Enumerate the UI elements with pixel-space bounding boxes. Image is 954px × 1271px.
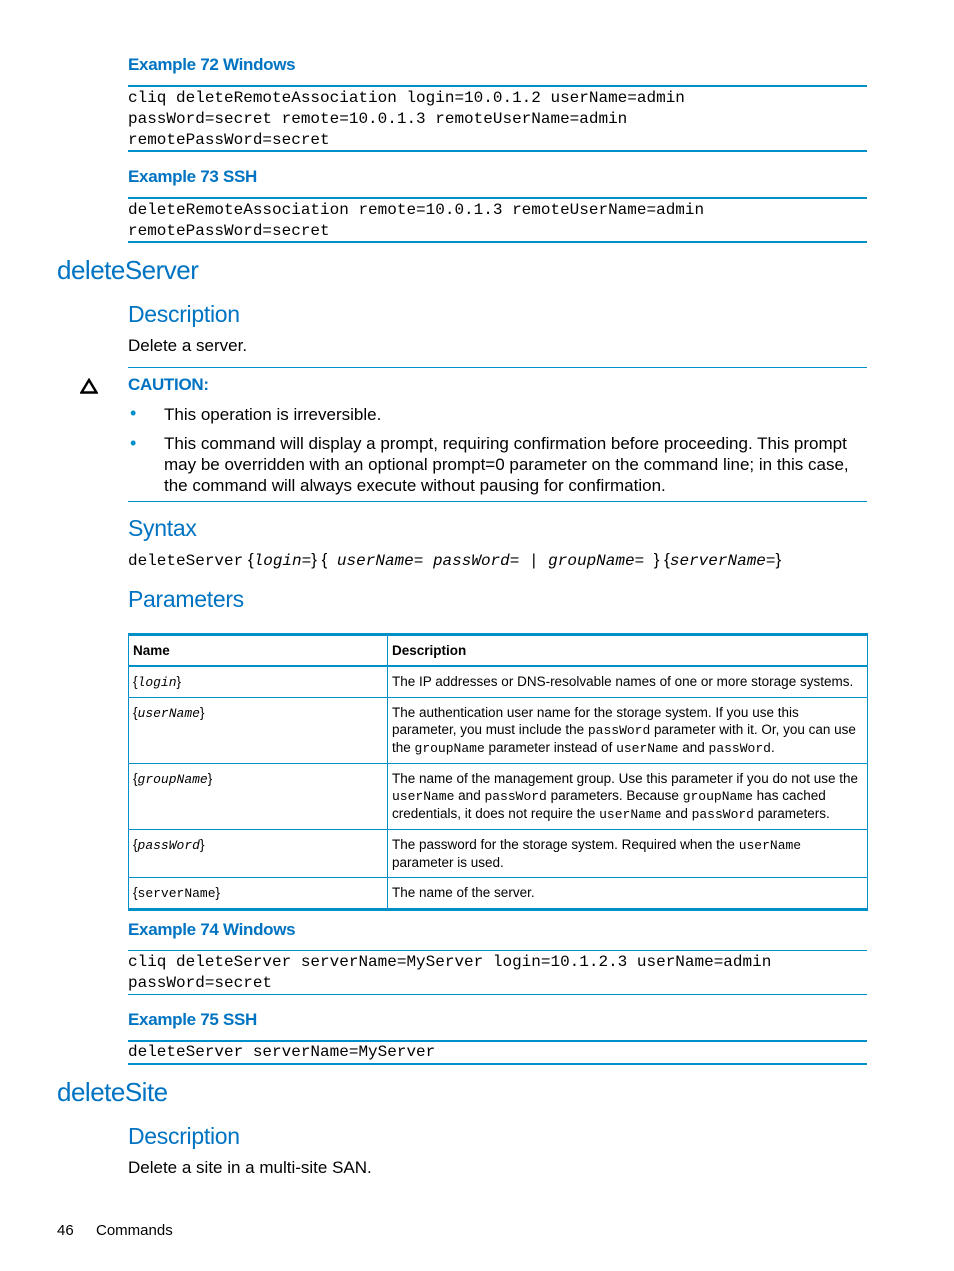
param-description: The name of the server. [388,878,868,910]
example-73-title: Example 73 SSH [128,167,258,186]
code-line: deleteServer serverName=MyServer [128,1043,436,1061]
syntax-heading: Syntax [128,515,197,541]
description-heading: Description [128,1123,240,1149]
param-description [388,764,868,830]
code-line: cliq deleteRemoteAssociation login=10.0.1.2 userName=admin [128,89,685,107]
bullet-icon: • [130,433,137,453]
parameters-table [128,633,868,911]
desc-code: groupName [682,789,753,804]
desc-text: . [770,740,775,755]
desc-text: The authentication user name for the storage system. If you use this parameter, you must include the [392,705,799,737]
caution-label: CAUTION: [128,375,209,394]
example-75-code [128,1040,867,1065]
desc-code: userName [738,838,802,853]
table-row [129,830,868,878]
param-description [388,698,868,764]
syntax-brace: { [243,550,254,569]
desc-code: userName [616,741,679,756]
column-header-description: Description [388,635,868,667]
code-line: passWord=secret [128,974,273,992]
param-name: {userName} [129,698,388,764]
syntax-credentials: userName= passWord= | groupName= [327,552,654,570]
param-name: {groupName} [129,764,388,830]
desc-code: userName [599,807,662,822]
table-row [129,698,868,764]
divider [128,367,867,368]
example-74-code [128,950,867,995]
divider [128,501,867,502]
warning-triangle-icon [80,378,98,399]
desc-text: parameter is used. [392,855,504,870]
desc-code: passWord [708,741,771,756]
example-72-code [128,85,867,152]
desc-text: has cached credentials, it does not require the [392,788,826,821]
example-74-title: Example 74 Windows [128,920,296,939]
table-header-row [129,635,868,667]
param-description [388,830,868,878]
param-name-value: passWord [137,838,200,853]
param-name-value: serverName [137,886,216,901]
table-row [129,878,868,910]
caution-item: This command will display a prompt, requiring confirmation before proceeding. This prompt may be overridden with an optional prompt=0 parameter on the command line; in this case, the command will always execute without pausing for confirmation. [164,434,849,495]
param-name: {serverName} [129,878,388,910]
code-line: deleteRemoteAssociation remote=10.0.1.3 remoteUserName=admin [128,201,705,219]
param-name-value: userName [137,706,200,721]
desc-code: groupName [414,741,485,756]
syntax-command: deleteServer [128,552,244,570]
desc-text: The password for the storage system. Required when the [392,837,739,852]
page-number: 46 [57,1222,74,1239]
footer-section: Commands [96,1222,173,1239]
desc-code: passWord [484,789,547,804]
syntax-login: login= [253,552,312,570]
param-name: {passWord} [129,830,388,878]
param-description: The IP addresses or DNS-resolvable names of one or more storage systems. [388,666,868,698]
desc-text: parameter with it. Or, you can use the [392,722,856,755]
bullet-icon: • [130,403,137,423]
code-line: remotePassWord=secret [128,222,330,240]
description-heading: Description [128,301,240,327]
section-heading-deleteserver: deleteServer [57,255,199,285]
desc-code: passWord [587,723,651,738]
example-75-title: Example 75 SSH [128,1010,258,1029]
example-73-code [128,197,867,243]
section-heading-deletesite: deleteSite [57,1077,168,1107]
syntax-brace: } { [311,550,328,569]
desc-code: userName [392,789,455,804]
desc-text: parameter instead of [484,740,617,755]
desc-text: and [454,788,485,803]
syntax-brace: } { [653,550,670,569]
code-line: passWord=secret remote=10.0.1.3 remoteUserName=admin [128,110,628,128]
desc-text: and [661,806,692,821]
caution-item: This operation is irreversible. [164,405,382,424]
desc-text: parameters. [754,806,830,821]
table-row [129,764,868,830]
syntax-brace: } [775,550,782,569]
example-72-title: Example 72 Windows [128,55,296,74]
code-line: remotePassWord=secret [128,131,330,149]
param-name-value: login [137,675,177,690]
description-text: Delete a site in a multi-site SAN. [128,1158,372,1177]
syntax-line [128,550,781,570]
param-name-value: groupName [137,772,208,787]
desc-text: parameters. Because [546,788,683,803]
column-header-name: Name [129,635,388,667]
desc-text: and [678,740,709,755]
syntax-servername: serverName= [669,552,776,570]
desc-text: The name of the management group. Use this parameter if you do not use the [392,771,859,786]
code-line: cliq deleteServer serverName=MyServer login=10.1.2.3 userName=admin [128,953,772,971]
parameters-heading: Parameters [128,586,244,612]
table-row [129,666,868,698]
description-text: Delete a server. [128,336,248,355]
param-name: {login} [129,666,388,698]
desc-code: passWord [691,807,754,822]
